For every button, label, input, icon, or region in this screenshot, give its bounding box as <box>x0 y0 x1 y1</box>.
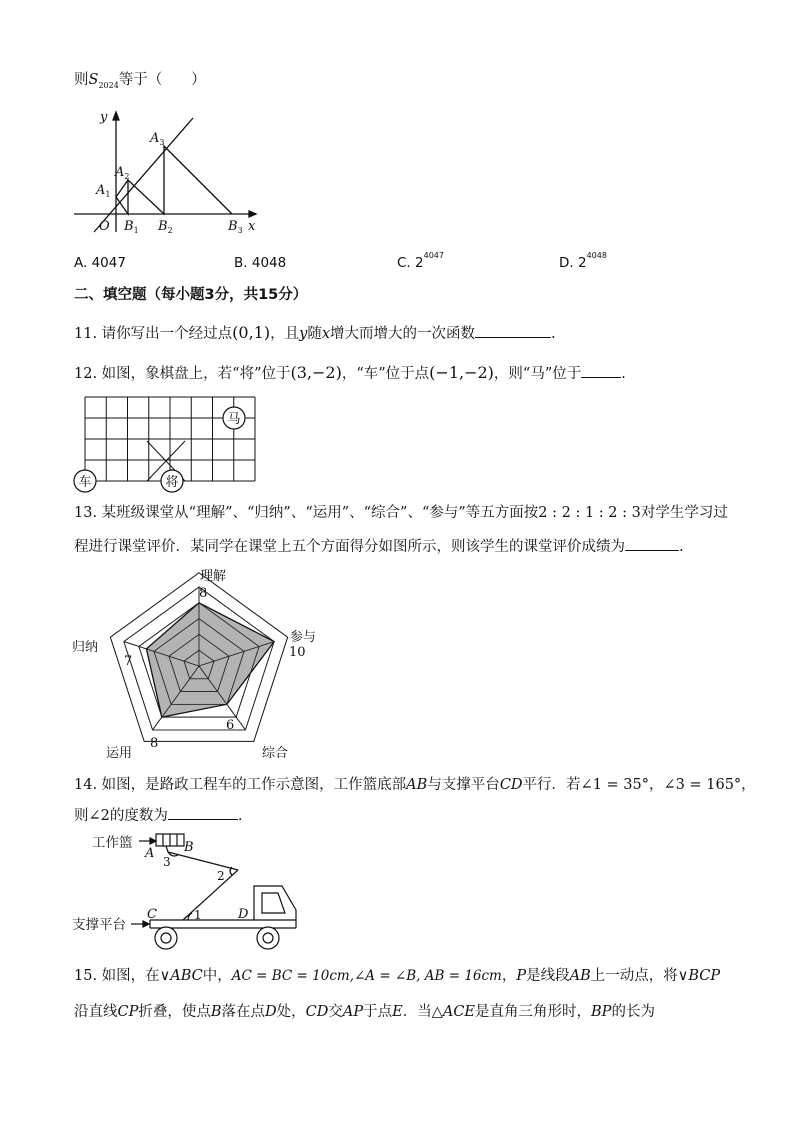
svg-text:2: 2 <box>217 869 225 883</box>
q15-line2: 沿直线CP折叠，使点B落在点D处，CD交AP于点E．当△ACE是直角三角形时，BP的长为 <box>74 1004 655 1020</box>
option-d: D. $2^{4048}$ <box>559 251 607 271</box>
basket-arrow-icon <box>150 838 156 844</box>
q14-line1: 14. 如图，是路政工程车的工作示意图，工作篮底部AB与支撑平台CD平行．若∠1 = 35°，∠3 = 165°， <box>74 777 756 793</box>
svg-text:C: C <box>147 907 157 922</box>
b3-label: $B_3$ <box>228 219 243 235</box>
radar-value-label: 7 <box>124 654 133 669</box>
x-label: x <box>248 219 256 234</box>
svg-text:3: 3 <box>163 855 171 869</box>
q10-stem: 则$S_{2024}$等于（ ） <box>74 72 206 90</box>
a1-label: $A_1$ <box>96 183 111 199</box>
q14-line2: 则∠2的度数为 . <box>74 805 242 826</box>
rear-wheel <box>155 927 177 949</box>
svg-text:B: B <box>184 840 194 855</box>
basket-label: 工作篮 <box>92 835 133 851</box>
svg-text:A: A <box>145 846 155 861</box>
b1-label: $B_1$ <box>124 219 139 235</box>
truck-window <box>262 893 285 913</box>
svg-text:将: 将 <box>165 475 179 490</box>
radar-axis-label: 理解 <box>200 569 227 584</box>
truck-cab <box>254 886 296 928</box>
y-label: y <box>100 110 108 125</box>
option-a: A. 4047 <box>74 255 126 271</box>
a3-label: $A_3$ <box>150 131 165 147</box>
b2-label: $B_2$ <box>158 219 173 235</box>
platform-label: 支撑平台 <box>72 917 126 933</box>
radar-axis-label: 综合 <box>262 746 289 761</box>
q11-text: 11. 请你写出一个经过点(0,1)，且y随x增大而增大的一次函数 . <box>74 323 556 342</box>
radar-value-label: 8 <box>150 736 159 751</box>
option-b: B. 4048 <box>234 255 287 271</box>
q12-text: 12. 如图，象棋盘上，若“将”位于(3,−2)，“车”位于点(−1,−2)，则“马”位于 . <box>74 363 626 382</box>
radar-axis-label: 参与 <box>290 630 317 645</box>
front-wheel <box>257 927 279 949</box>
section-title: 二、填空题（每小题3分，共15分） <box>74 287 308 303</box>
q13-line1: 13. 某班级课堂从“理解”、“归纳”、“运用”、“综合”、“参与”等五方面按2 : 2 : 1 : 2 : 3对学生学习过 <box>74 505 728 521</box>
origin-label: O <box>99 219 110 234</box>
q15-line1: 15. 如图，在∨ABC中，AC = BC = 10cm,∠A = ∠B, AB = 16cm，P是线段AB上一动点，将∨BCP <box>74 968 721 984</box>
svg-text:D: D <box>238 907 249 922</box>
radar-value-label: 10 <box>289 645 306 660</box>
radar-axis-label: 归纳 <box>72 640 99 655</box>
radar-axis-label: 运用 <box>106 746 133 761</box>
a2-label: $A_2$ <box>115 165 130 181</box>
svg-text:1: 1 <box>194 908 202 922</box>
option-c: C. $2^{4047}$ <box>397 251 444 271</box>
radar-value-label: 8 <box>199 586 208 601</box>
svg-text:马: 马 <box>227 412 241 427</box>
svg-text:车: 车 <box>78 475 92 490</box>
radar-value-label: 6 <box>226 718 235 733</box>
q13-line2: 程进行课堂评价．某同学在课堂上五个方面得分如图所示，则该学生的课堂评价成绩为 . <box>74 536 684 557</box>
